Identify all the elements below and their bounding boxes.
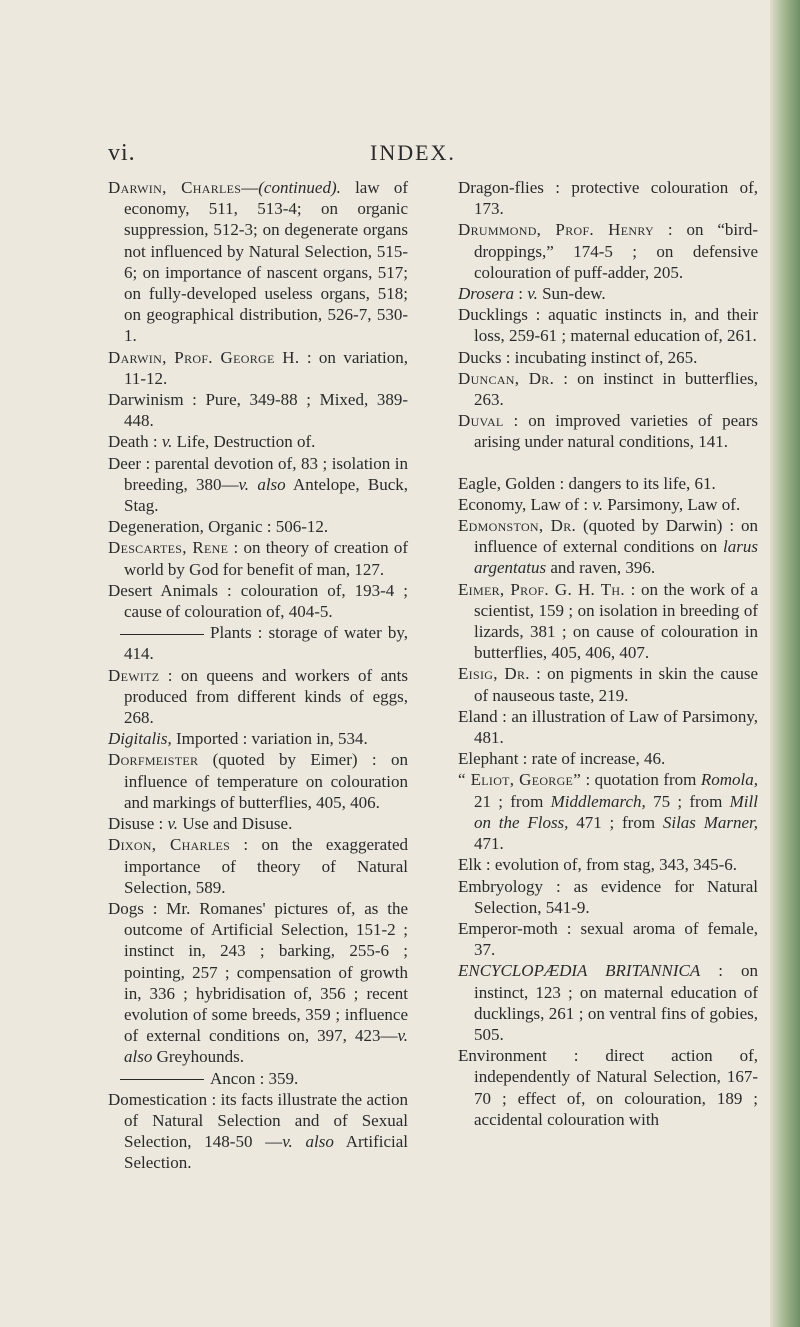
entry-text: : incubating instinct of, 265. [501, 347, 698, 367]
index-entry [108, 431, 408, 452]
entry-text: : [148, 432, 162, 452]
entry-text: : storage of water by, 414. [124, 623, 408, 664]
index-entry [108, 1068, 408, 1089]
index-entry [458, 473, 758, 494]
index-entry [458, 368, 758, 410]
page-edge [770, 0, 800, 1327]
entry-italic-text: v. [527, 284, 538, 304]
entry-heading: Dixon, Charles [108, 835, 231, 855]
index-entry [108, 177, 408, 347]
entry-heading: Ancon [210, 1068, 256, 1088]
index-entry [108, 898, 408, 1068]
entry-heading: Darwin, Prof. George H. [108, 347, 300, 367]
entry-heading: Drosera [458, 284, 515, 304]
index-entry [108, 516, 408, 537]
entry-text: Greyhounds. [152, 1047, 244, 1067]
entry-heading: Emperor-moth [458, 918, 558, 938]
entry-italic-text: Romola, [700, 770, 759, 790]
ditto-dash [120, 1079, 204, 1080]
ditto-dash [120, 634, 204, 635]
index-entry [458, 1045, 758, 1130]
entry-text: : sexual aroma of female, 37. [474, 918, 758, 960]
entry-italic-text: larus argentatus [474, 537, 758, 578]
entry-text: : [514, 284, 528, 304]
entry-text: : on the exaggerated importance of theory of Natural Selection, 589. [124, 835, 408, 897]
entry-text: (quoted by Darwin) : on influence of external conditions on [474, 516, 758, 557]
entry-text: : Pure, 349-88 ; Mixed, 389-448. [124, 390, 408, 431]
index-entry [108, 1089, 408, 1174]
index-entry [458, 283, 758, 304]
entry-text: Imported : variation in, 534. [171, 729, 368, 749]
index-entry [458, 177, 758, 219]
index-entry [458, 854, 758, 875]
entry-text: Parsimony, Law of. [602, 494, 741, 514]
entry-heading: Eland [458, 706, 498, 726]
entry-italic-text: Middlemarch, [550, 791, 646, 811]
index-entry [458, 960, 758, 1045]
entry-heading: Eimer, Prof. G. H. Th. [458, 579, 625, 599]
entry-text: : an illustration of Law of Parsimony, 481. [474, 706, 758, 748]
index-entry [458, 876, 758, 918]
entry-heading: Duncan, Dr. [458, 368, 555, 388]
entry-text: Life, Destruction of. [172, 432, 316, 452]
entry-text: (quoted by Eimer) : on influence of temperature on colouration and markings of butterflies, 405, 406. [124, 750, 408, 812]
entry-heading: Darwin, Charles [108, 178, 242, 197]
entry-heading: Ducklings [458, 305, 528, 325]
entry-text: law of economy, 511, 513-4; on organic suppression, 512-3; on degenerate organs not influenced by Natural Selection, 515-6; on importance of nascent organs, 517; on fully-developed useless organs, 518; on geographical distribution, 526-7, 530-1. [124, 178, 408, 346]
index-entry [108, 347, 408, 389]
entry-heading: Digitalis, [108, 729, 172, 749]
entry-text: 471 ; from [568, 812, 663, 832]
entry-heading: Duval [458, 411, 504, 431]
entry-heading: Edmonston, Dr. [458, 516, 577, 536]
entry-text: 21 ; from [474, 791, 551, 811]
entry-text: : [154, 814, 168, 834]
entry-text: : on improved varieties of pears arising under natural conditions, 141. [474, 411, 758, 452]
entry-text: 75 ; from [645, 791, 730, 811]
entry-italic-text: v. [592, 494, 603, 514]
entry-text: : its facts illustrate the action of Natural Selection and of Sexual Selection, 148-50 — [124, 1089, 408, 1152]
index-entry [458, 706, 758, 748]
entry-italic-text: v. also [238, 474, 286, 494]
entry-text: : on pigments in skin the cause of nauseous taste, 219. [474, 664, 758, 705]
entry-text: : evolution of, from stag, 343, 345-6. [481, 855, 738, 875]
entry-heading: Environment [458, 1046, 547, 1066]
entry-italic-text: v. also [282, 1132, 334, 1152]
entry-heading: Embryology [458, 876, 543, 896]
index-entry [458, 663, 758, 705]
entry-italic-text: v. [161, 432, 173, 452]
entry-heading: Dewitz [108, 665, 160, 685]
index-entry [108, 665, 408, 729]
entry-heading: ENCYCLOPÆDIA BRITANNICA [458, 961, 701, 981]
entry-heading: Plants [210, 623, 252, 643]
entry-heading: Drummond, Prof. Henry [458, 220, 654, 240]
index-entry [108, 834, 408, 898]
entry-text: Antelope, Buck, Stag. [124, 474, 408, 516]
entry-text: : on variation, 11-12. [124, 347, 408, 388]
entry-heading: “ Eliot, George” [458, 770, 582, 790]
entry-text: and raven, 396. [546, 558, 656, 578]
index-entry [458, 769, 758, 854]
entry-heading: Eisig, Dr. [458, 664, 530, 684]
entry-italic-text: Mill on the Floss, [474, 791, 758, 832]
index-entry [458, 410, 758, 452]
entry-heading-suffix: — [241, 178, 259, 197]
entry-heading: Darwinism [108, 390, 184, 410]
entry-text: : quotation from [581, 770, 701, 790]
entry-text: : on instinct in butterflies, 263. [474, 368, 759, 410]
index-entry [458, 494, 758, 515]
entry-heading: Ducks [458, 347, 502, 367]
entry-text: : on the work of a scientist, 159 ; on isolation in breeding of lizards, 381 ; on cause of colouration in butterflies, 405, 406, 407. [474, 579, 758, 663]
entry-heading: Death [108, 432, 149, 452]
entry-italic-text: (continued). [258, 178, 341, 197]
index-entry [108, 537, 408, 579]
index-entry [458, 347, 758, 368]
entry-text: : parental devotion of, 83 ; isolation in breeding, 380— [124, 453, 408, 494]
running-head: INDEX. [370, 140, 456, 165]
entry-text: Artificial Selection. [124, 1132, 409, 1173]
entry-text: : colouration of, 193-4 ; cause of colouration of, 404-5. [124, 580, 408, 622]
index-entry [108, 813, 408, 834]
entry-text: : on queens and workers of ants produced from different kinds of eggs, 268. [124, 665, 408, 728]
entry-italic-text: Silas Marner, [662, 812, 758, 832]
entry-heading: Elk [458, 855, 482, 875]
entry-italic-text: v. also [124, 1026, 408, 1067]
index-entry [108, 749, 408, 813]
entry-heading: Dragon-flies [458, 178, 544, 197]
entry-heading: Dogs [108, 898, 144, 918]
page-number: vi. [108, 140, 136, 166]
index-entry [458, 304, 758, 346]
entry-heading: Economy, Law of [458, 494, 580, 514]
entry-text: : on theory of creation of world by God for benefit of man, 127. [124, 538, 409, 579]
index-entry [108, 622, 408, 664]
entry-text: 471. [474, 834, 504, 854]
entry-text: : rate of increase, 46. [518, 749, 666, 769]
entry-text: : [579, 494, 593, 514]
entry-heading: Domestication [108, 1089, 208, 1109]
index-entry [108, 453, 408, 517]
entry-text: : 506-12. [262, 517, 329, 537]
entry-italic-text: v. [167, 814, 179, 834]
entry-heading: Elephant [458, 749, 519, 769]
entry-heading: Descartes, Rene [108, 538, 229, 558]
entry-text: : protective colouration of, 173. [474, 178, 758, 219]
entry-text: : as evidence for Natural Selection, 541-9. [474, 876, 758, 917]
entry-heading: Deer [108, 453, 142, 473]
entry-text: : direct action of, independently of Natural Selection, 167-70 ; effect of, on colouration, 189 ; accidental colouration with [474, 1046, 758, 1129]
entry-text: Use and Disuse. [178, 814, 293, 834]
index-entry [108, 389, 408, 431]
entry-heading: Eagle, Golden [458, 473, 556, 493]
entry-text: : Mr. Romanes' pictures of, as the outcome of Artificial Selection, 151-2 ; instinct in, 243 ; barking, 255-6 ; pointing, 257 ; compensation of growth in, 336 ; hybridisation of, 356 ; recent evolution of some breeds, 359 ; influence of external conditions on, 397, 423— [124, 898, 408, 1046]
index-entry [108, 728, 408, 749]
index-entry [458, 219, 758, 283]
index-column-left [108, 177, 408, 1174]
entry-heading: Disuse [108, 814, 155, 834]
entry-text: : 359. [255, 1068, 299, 1088]
index-entry [458, 579, 758, 664]
entry-heading: Dorfmeister [108, 750, 199, 770]
index-column-right [458, 177, 758, 1130]
entry-text: : aquatic instincts in, and their loss, 259-61 ; maternal education of, 261. [474, 305, 758, 346]
index-entry [458, 918, 758, 960]
entry-text: : on “bird-droppings,” 174-5 ; on defensive colouration of puff-adder, 205. [474, 220, 758, 282]
index-entry [458, 515, 758, 579]
entry-text: Sun-dew. [537, 284, 606, 304]
index-entry [108, 580, 408, 622]
entry-text: : dangers to its life, 61. [555, 473, 716, 493]
index-entry [458, 748, 758, 769]
entry-text: : on instinct, 123 ; on maternal education of ducklings, 261 ; on ventral fins of gobies, 505. [474, 961, 758, 1044]
entry-heading: Desert Animals [108, 580, 219, 600]
entry-heading: Degeneration, Organic [108, 517, 263, 537]
